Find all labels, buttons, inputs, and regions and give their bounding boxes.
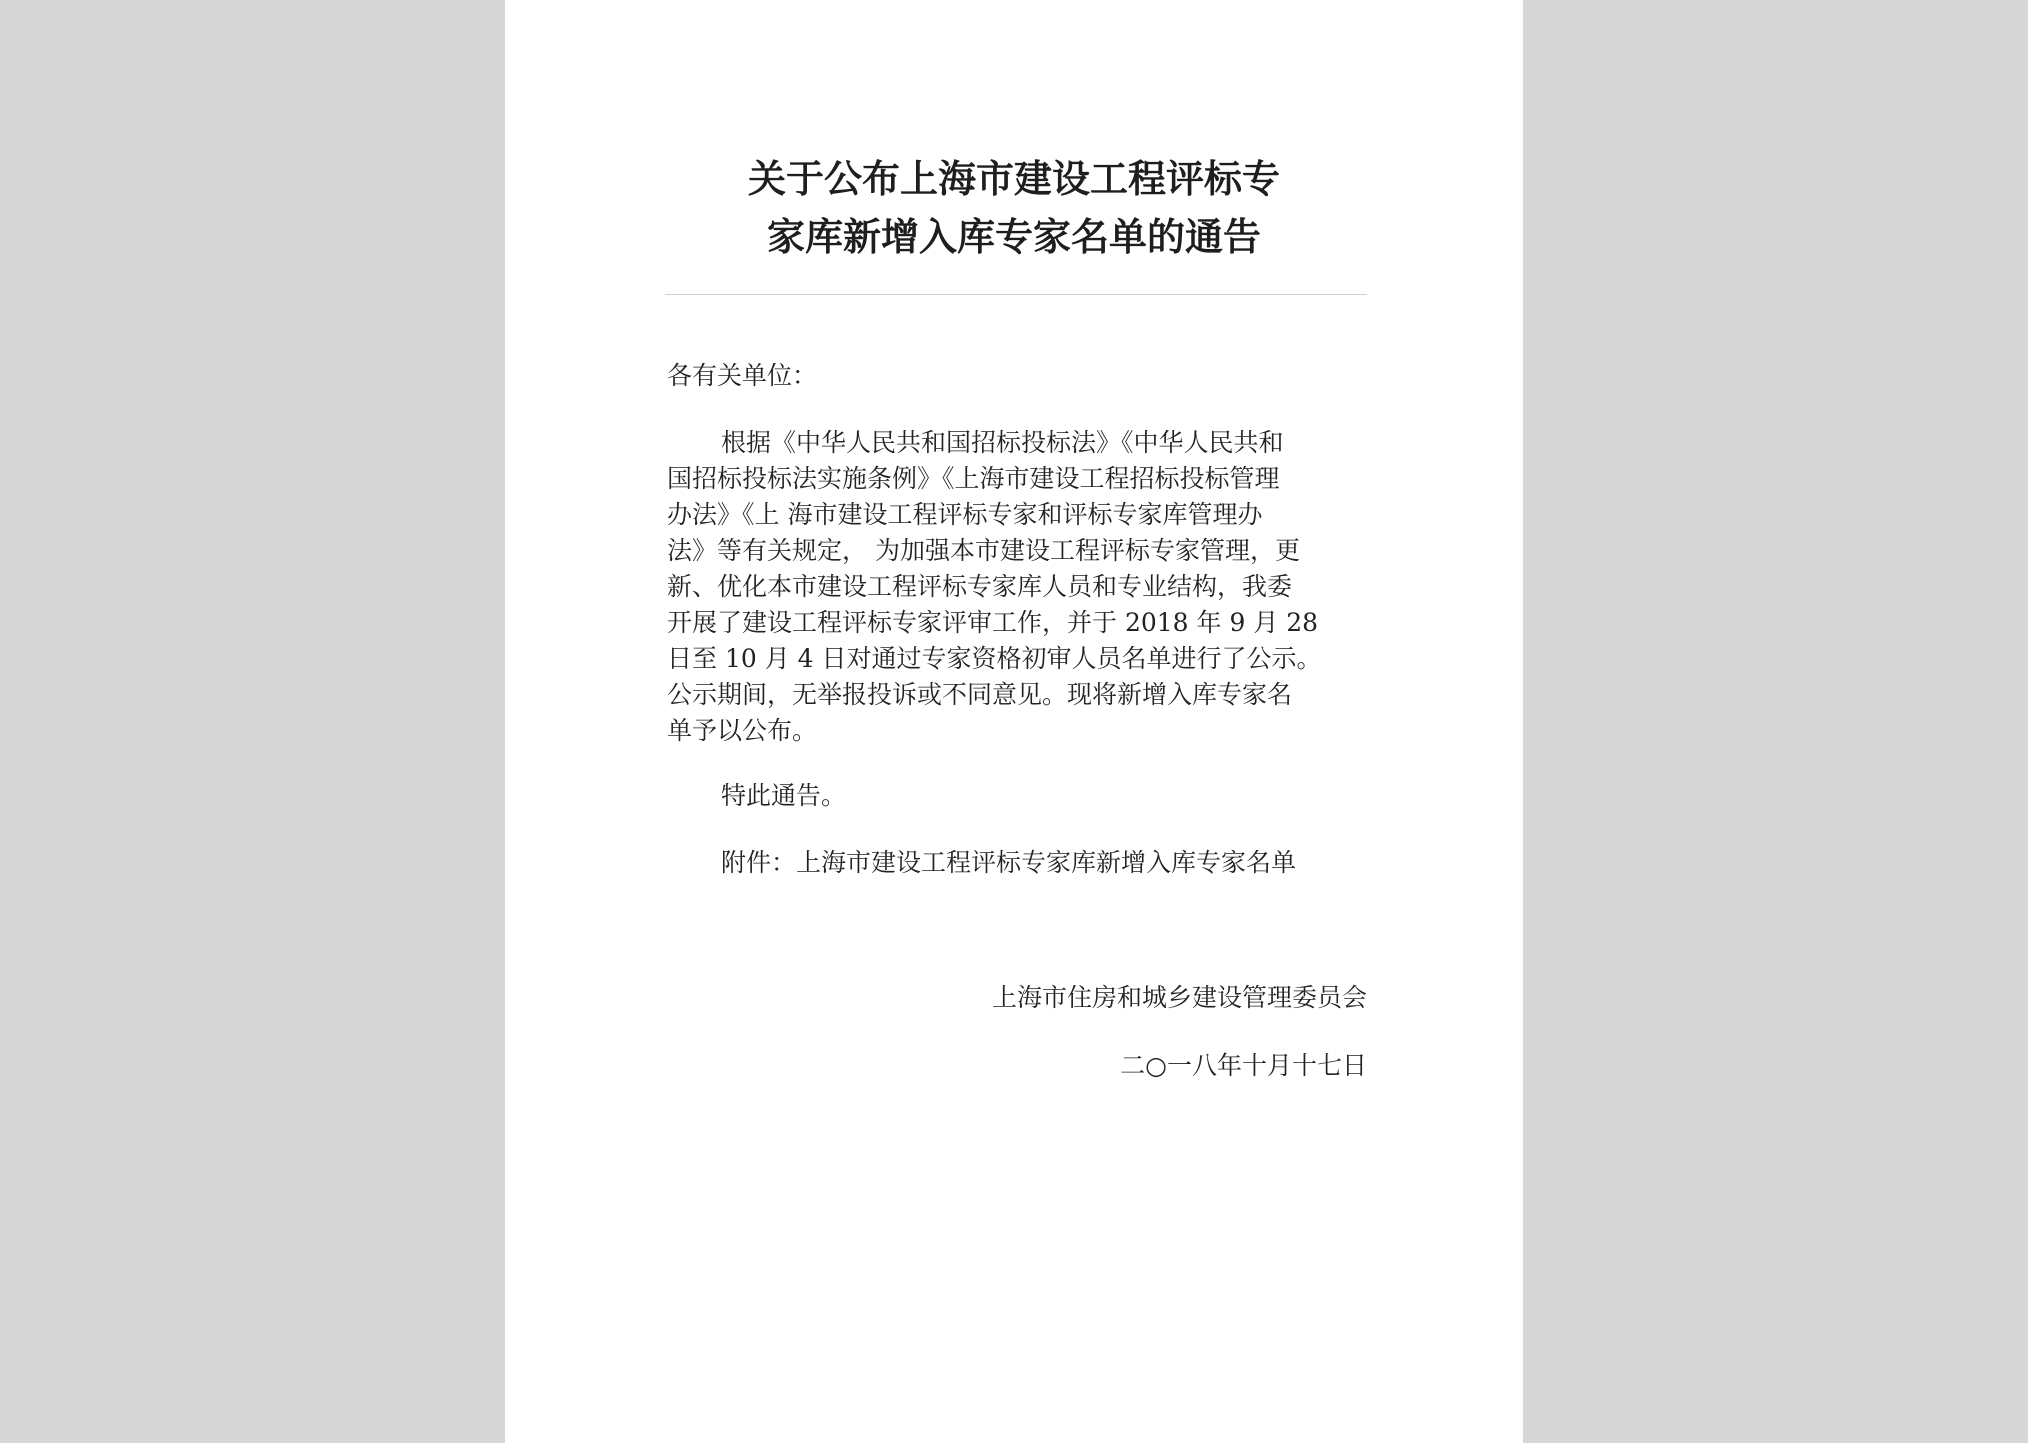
paragraph-line: 新、优化本市建设工程评标专家库人员和专业结构，我委 bbox=[667, 572, 1293, 601]
document-title bbox=[505, 150, 1523, 266]
salutation: 各有关单位： bbox=[667, 361, 818, 390]
title-line-1: 关于公布上海市建设工程评标专 bbox=[747, 156, 1280, 201]
closing-statement: 特此通告。 bbox=[721, 781, 847, 810]
paragraph-line: 日至 10 月 4 日对通过专家资格初审人员名单进行了公示。 bbox=[667, 644, 1322, 673]
paragraph-line: 国招标投标法实施条例》《上海市建设工程招标投标管理 bbox=[667, 464, 1280, 493]
title-divider bbox=[665, 294, 1367, 295]
attachment-note: 附件：上海市建设工程评标专家库新增入库专家名单 bbox=[721, 848, 1297, 877]
paragraph-line: 根据《中华人民共和国招标投标法》《中华人民共和 bbox=[721, 428, 1284, 457]
paragraph-line: 办法》《上 海市建设工程评标专家和评标专家库管理办 bbox=[667, 500, 1263, 529]
main-paragraph bbox=[667, 425, 1367, 749]
title-line-2: 家库新增入库专家名单的通告 bbox=[766, 214, 1261, 259]
paragraph-line: 单予以公布。 bbox=[667, 716, 818, 745]
signature-date: 二○一八年十月十七日 bbox=[1120, 1051, 1367, 1080]
paragraph-line: 公示期间，无举报投诉或不同意见。现将新增入库专家名 bbox=[667, 680, 1293, 709]
paragraph-line: 法》等有关规定， 为加强本市建设工程评标专家管理，更 bbox=[667, 536, 1300, 565]
paragraph-line: 开展了建设工程评标专家评审工作，并于 2018 年 9 月 28 bbox=[667, 608, 1319, 637]
document-page bbox=[505, 0, 1523, 1443]
signature-organization: 上海市住房和城乡建设管理委员会 bbox=[991, 983, 1367, 1012]
